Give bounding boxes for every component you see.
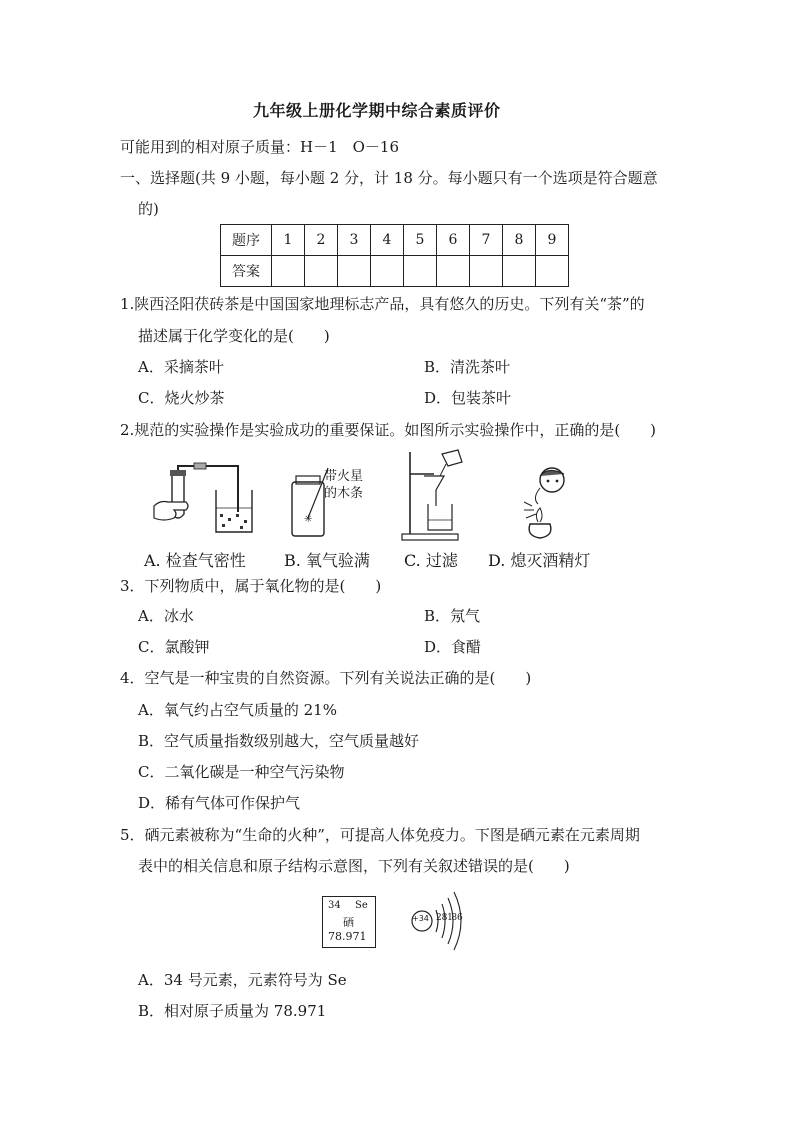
answer-cell-8[interactable] [503, 256, 536, 287]
table-number-6: 6 [437, 225, 470, 256]
answer-cell-4[interactable] [371, 256, 404, 287]
answer-cell-2[interactable] [305, 256, 338, 287]
table-number-8: 8 [503, 225, 536, 256]
q4-option-a: A．氧气约占空气质量的 21% [138, 701, 337, 719]
table-number-3: 3 [338, 225, 371, 256]
section-heading: 一、选择题(共 9 小题，每小题 2 分，计 18 分。每小题只有一个选项是符合题意 [120, 169, 658, 187]
q1-stem-cont: 描述属于化学变化的是( ) [138, 327, 330, 345]
element-mass: 78.971 [328, 930, 367, 943]
figure-alcohol-lamp [518, 464, 578, 542]
q1-stem: 1.陕西泾阳茯砖茶是中国国家地理标志产品，具有悠久的历史。下列有关“茶”的 [120, 295, 645, 313]
svg-text:✳: ✳ [304, 514, 313, 525]
q4-stem: 4．空气是一种宝贵的自然资源。下列有关说法正确的是( ) [120, 669, 532, 687]
element-symbol: Se [355, 900, 368, 911]
q1-option-d: D．包装茶叶 [424, 389, 512, 407]
answer-cell-5[interactable] [404, 256, 437, 287]
figure-airtightness-check [150, 462, 260, 542]
answer-cell-3[interactable] [338, 256, 371, 287]
periodic-table-cell [322, 896, 376, 948]
table-number-5: 5 [404, 225, 437, 256]
table-answer-label: 答案 [221, 256, 272, 287]
q2-option-c: C. 过滤 [404, 551, 458, 570]
answer-cell-6[interactable] [437, 256, 470, 287]
q3-stem: 3．下列物质中，属于氧化物的是( ) [120, 577, 382, 595]
q5-stem-cont: 表中的相关信息和原子结构示意图，下列有关叙述错误的是( ) [138, 857, 570, 875]
q1-option-b: B．清洗茶叶 [424, 358, 511, 376]
fig-note-line1: 带火星 [324, 469, 364, 484]
q4-option-b: B．空气质量指数级别越大，空气质量越好 [138, 732, 420, 750]
q2-option-d: D. 熄灭酒精灯 [488, 551, 591, 570]
table-number-7: 7 [470, 225, 503, 256]
q1-option-c: C．烧火炒茶 [138, 389, 225, 407]
page-title: 九年级上册化学期中综合素质评价 [253, 101, 501, 120]
table-header-label: 题序 [221, 225, 272, 256]
element-number: 34 [328, 900, 341, 911]
figure-filtration [398, 450, 478, 542]
q2-option-b: B. 氧气验满 [284, 551, 370, 570]
table-number-2: 2 [305, 225, 338, 256]
answer-table [220, 224, 569, 287]
q1-option-a: A．采摘茶叶 [138, 358, 224, 376]
answer-cell-7[interactable] [470, 256, 503, 287]
table-number-4: 4 [371, 225, 404, 256]
q4-option-c: C．二氧化碳是一种空气污染物 [138, 763, 345, 781]
q2-stem: 2.规范的实验操作是实验成功的重要保证。如图所示实验操作中，正确的是( ) [120, 421, 657, 439]
q5-option-a: A．34 号元素，元素符号为 Se [138, 971, 347, 989]
nucleus-charge: +34 [412, 914, 429, 923]
q4-option-d: D．稀有气体可作保护气 [138, 794, 301, 812]
element-name: 硒 [343, 916, 354, 929]
q3-option-b: B．氖气 [424, 607, 481, 625]
table-number-1: 1 [272, 225, 305, 256]
answer-cell-9[interactable] [536, 256, 569, 287]
q2-option-a: A. 检查气密性 [144, 551, 246, 570]
q5-option-b: B．相对原子质量为 78.971 [138, 1002, 327, 1020]
electron-shells: 2 8 18 6 [436, 913, 462, 923]
fig-note-line2: 的木条 [324, 486, 364, 501]
q5-stem: 5．硒元素被称为“生命的火种”，可提高人体免疫力。下图是硒元素在元素周期 [120, 826, 640, 844]
q3-option-d: D．食醋 [424, 638, 482, 656]
table-number-9: 9 [536, 225, 569, 256]
q3-option-c: C．氯酸钾 [138, 638, 210, 656]
atomic-mass-note: 可能用到的相对原子质量：H－1 O－16 [120, 138, 400, 156]
section-heading-cont: 的) [138, 200, 159, 218]
q3-option-a: A．冰水 [138, 607, 194, 625]
answer-cell-1[interactable] [272, 256, 305, 287]
